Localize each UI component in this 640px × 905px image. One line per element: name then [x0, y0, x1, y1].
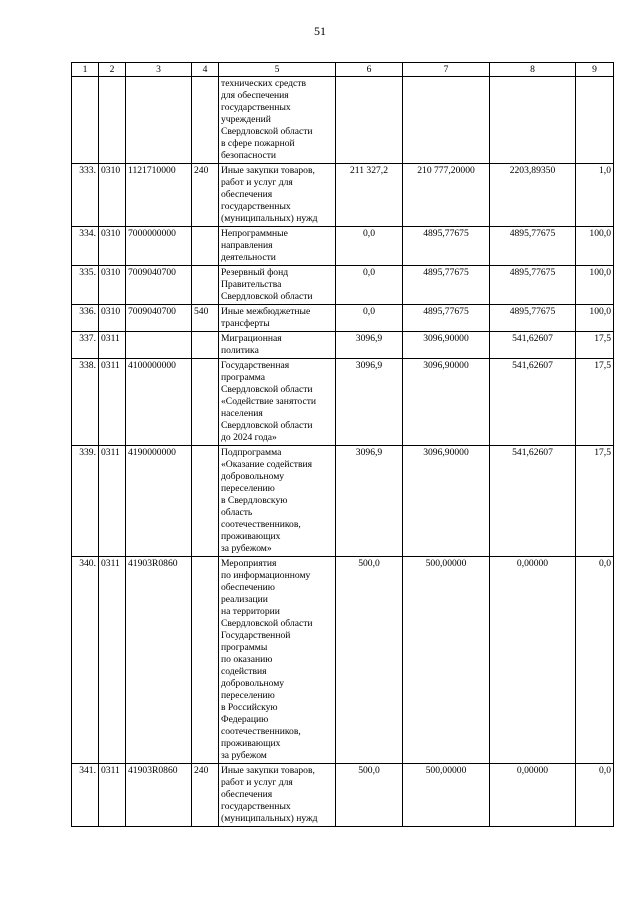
name-line: за рубежом	[221, 750, 267, 761]
name-line: безопасности	[221, 150, 277, 161]
name-line: в Свердловскую	[221, 495, 288, 506]
table-cell-c8: 541,62607	[490, 446, 576, 557]
table-row	[72, 266, 614, 305]
table-cell-c5	[219, 332, 336, 359]
name-line: направления	[221, 240, 273, 251]
table-cell-c2: 0310	[99, 266, 126, 305]
table-cell-c6: 500,0	[336, 557, 403, 764]
name-line: программа	[221, 372, 266, 383]
table-cell-c1: 335.	[72, 266, 99, 305]
name-line: государственных	[221, 102, 291, 113]
table-cell-c7	[403, 77, 490, 164]
name-line: в сфере пожарной	[221, 138, 295, 149]
name-line: Мероприятия	[221, 558, 277, 569]
name-line: Подпрограмма	[221, 447, 282, 458]
name-line: Правительства	[221, 279, 282, 290]
name-line: Иные межбюджетные	[221, 306, 311, 317]
name-line: населения	[221, 408, 263, 419]
table-cell-c2	[99, 77, 126, 164]
table-cell-c3: 4100000000	[126, 359, 192, 446]
table-cell-c8: 0,00000	[490, 557, 576, 764]
name-line: обеспечения	[221, 189, 273, 200]
table-cell-c5	[219, 266, 336, 305]
table-row	[72, 332, 614, 359]
table-cell-c6: 0,0	[336, 227, 403, 266]
table-cell-c3: 41903R0860	[126, 764, 192, 827]
table-cell-c2: 0310	[99, 164, 126, 227]
table-cell-c3: 7000000000	[126, 227, 192, 266]
name-line: обеспечения	[221, 789, 273, 800]
table-cell-c5	[219, 446, 336, 557]
name-line: область	[221, 507, 253, 518]
header-cell: 5	[219, 63, 336, 77]
table-cell-c4	[192, 557, 219, 764]
name-line: проживающих	[221, 531, 281, 542]
name-line: до 2024 года»	[221, 432, 277, 443]
table-cell-c2: 0311	[99, 764, 126, 827]
table-cell-c9: 17,5	[576, 332, 614, 359]
table-cell-c5	[219, 227, 336, 266]
table-cell-c8: 4895,77675	[490, 266, 576, 305]
table-cell-c5	[219, 359, 336, 446]
name-line: политика	[221, 345, 259, 356]
table-cell-c4	[192, 266, 219, 305]
header-cell: 4	[192, 63, 219, 77]
table-cell-c6: 211 327,2	[336, 164, 403, 227]
table-cell-c7: 500,00000	[403, 764, 490, 827]
name-line: трансферты	[221, 318, 270, 329]
header-row	[72, 63, 614, 77]
name-line: для обеспечения	[221, 90, 289, 101]
name-line: в Российскую	[221, 702, 278, 713]
table-cell-c5	[219, 164, 336, 227]
name-line: добровольному	[221, 678, 285, 689]
table-cell-c7: 4895,77675	[403, 227, 490, 266]
name-line: Резервный фонд	[221, 267, 289, 278]
name-line: по информационному	[221, 570, 311, 581]
table-cell-c4	[192, 332, 219, 359]
table-cell-c2: 0311	[99, 359, 126, 446]
table-cell-c9: 17,5	[576, 359, 614, 446]
table-cell-c7: 3096,90000	[403, 332, 490, 359]
name-line: «Содействие занятости	[221, 396, 317, 407]
table-cell-c2: 0311	[99, 332, 126, 359]
table-cell-c1: 338.	[72, 359, 99, 446]
name-line: Свердловской области	[221, 291, 313, 302]
table-cell-c4: 240	[192, 164, 219, 227]
table-cell-c9: 17,5	[576, 446, 614, 557]
table-row	[72, 227, 614, 266]
table-cell-c4	[192, 446, 219, 557]
table-cell-c8: 4895,77675	[490, 305, 576, 332]
table-cell-c7: 4895,77675	[403, 305, 490, 332]
name-line: Свердловской области	[221, 420, 313, 431]
table-cell-c1: 333.	[72, 164, 99, 227]
table-cell-c7: 210 777,20000	[403, 164, 490, 227]
name-line: Свердловской области	[221, 618, 313, 629]
name-line: переселению	[221, 690, 275, 701]
name-line: за рубежом»	[221, 543, 272, 554]
table-row	[72, 164, 614, 227]
table-cell-c4	[192, 227, 219, 266]
name-line: содействия	[221, 666, 267, 677]
name-line: Иные закупки товаров,	[221, 165, 315, 176]
table-cell-c7: 500,00000	[403, 557, 490, 764]
name-line: учреждений	[221, 114, 271, 125]
table-row	[72, 446, 614, 557]
table-cell-c7: 3096,90000	[403, 446, 490, 557]
table-cell-c3	[126, 332, 192, 359]
table-cell-c4: 540	[192, 305, 219, 332]
table-cell-c6: 3096,9	[336, 446, 403, 557]
header-cell: 7	[403, 63, 490, 77]
header-cell: 8	[490, 63, 576, 77]
name-line: работ и услуг для	[221, 777, 293, 788]
table-cell-c6: 0,0	[336, 266, 403, 305]
table-cell-c1	[72, 77, 99, 164]
table-cell-c3: 1121710000	[126, 164, 192, 227]
name-line: Свердловской области	[221, 384, 313, 395]
table-cell-c9	[576, 77, 614, 164]
table-cell-c8: 541,62607	[490, 332, 576, 359]
table-row	[72, 359, 614, 446]
name-line: государственных	[221, 201, 291, 212]
table-row	[72, 764, 614, 827]
table-cell-c1: 340.	[72, 557, 99, 764]
table-cell-c9: 0,0	[576, 764, 614, 827]
table-cell-c9: 100,0	[576, 227, 614, 266]
table-cell-c1: 334.	[72, 227, 99, 266]
table-cell-c8: 4895,77675	[490, 227, 576, 266]
table-cell-c3: 4190000000	[126, 446, 192, 557]
name-line: на территории	[221, 606, 280, 617]
name-line: Государственной	[221, 630, 291, 641]
table-cell-c1: 336.	[72, 305, 99, 332]
table-cell-c1: 337.	[72, 332, 99, 359]
table-cell-c9: 100,0	[576, 305, 614, 332]
table-cell-c3: 7009040700	[126, 266, 192, 305]
table-cell-c8: 0,00000	[490, 764, 576, 827]
name-line: Непрограммные	[221, 228, 288, 239]
name-line: Федерацию	[221, 714, 269, 725]
header-cell: 3	[126, 63, 192, 77]
table-cell-c5	[219, 77, 336, 164]
table-cell-c6	[336, 77, 403, 164]
table-cell-c7: 3096,90000	[403, 359, 490, 446]
name-line: добровольному	[221, 471, 285, 482]
table-cell-c5	[219, 305, 336, 332]
name-line: проживающих	[221, 738, 281, 749]
name-line: переселению	[221, 483, 275, 494]
table-cell-c9: 0,0	[576, 557, 614, 764]
table-cell-c9: 1,0	[576, 164, 614, 227]
name-line: Государственная	[221, 360, 290, 371]
table-cell-c2: 0311	[99, 446, 126, 557]
header-cell: 2	[99, 63, 126, 77]
budget-table	[71, 62, 614, 827]
name-line: (муниципальных) нужд	[221, 213, 318, 224]
name-line: Свердловской области	[221, 126, 313, 137]
table-cell-c3: 41903R0860	[126, 557, 192, 764]
table-cell-c6: 3096,9	[336, 332, 403, 359]
table-cell-c1: 339.	[72, 446, 99, 557]
name-line: соотечественников,	[221, 726, 301, 737]
header-cell: 6	[336, 63, 403, 77]
table-cell-c5	[219, 764, 336, 827]
table-cell-c2: 0310	[99, 305, 126, 332]
name-line: обеспечению	[221, 582, 275, 593]
table-cell-c4	[192, 359, 219, 446]
name-line: Иные закупки товаров,	[221, 765, 315, 776]
table-cell-c4: 240	[192, 764, 219, 827]
table-cell-c6: 3096,9	[336, 359, 403, 446]
table-cell-c3: 7009040700	[126, 305, 192, 332]
table-cell-c8: 2203,89350	[490, 164, 576, 227]
table-cell-c6: 500,0	[336, 764, 403, 827]
table-cell-c8: 541,62607	[490, 359, 576, 446]
name-line: Миграционная	[221, 333, 282, 344]
name-line: государственных	[221, 801, 291, 812]
table-row	[72, 77, 614, 164]
header-cell: 1	[72, 63, 99, 77]
header-cell: 9	[576, 63, 614, 77]
table-cell-c4	[192, 77, 219, 164]
name-line: «Оказание содействия	[221, 459, 313, 470]
table-cell-c5	[219, 557, 336, 764]
name-line: деятельности	[221, 252, 276, 263]
page-number: 51	[314, 24, 326, 38]
table-cell-c9: 100,0	[576, 266, 614, 305]
table-cell-c3	[126, 77, 192, 164]
name-line: (муниципальных) нужд	[221, 813, 318, 824]
name-line: программы	[221, 642, 268, 653]
table-cell-c7: 4895,77675	[403, 266, 490, 305]
table-row	[72, 305, 614, 332]
table-row	[72, 557, 614, 764]
table-cell-c2: 0310	[99, 227, 126, 266]
name-line: по оказанию	[221, 654, 273, 665]
table-cell-c8	[490, 77, 576, 164]
name-line: реализации	[221, 594, 268, 605]
table-cell-c6: 0,0	[336, 305, 403, 332]
name-line: работ и услуг для	[221, 177, 293, 188]
table-cell-c1: 341.	[72, 764, 99, 827]
table-cell-c2: 0311	[99, 557, 126, 764]
name-line: технических средств	[221, 78, 307, 89]
name-line: соотечественников,	[221, 519, 301, 530]
